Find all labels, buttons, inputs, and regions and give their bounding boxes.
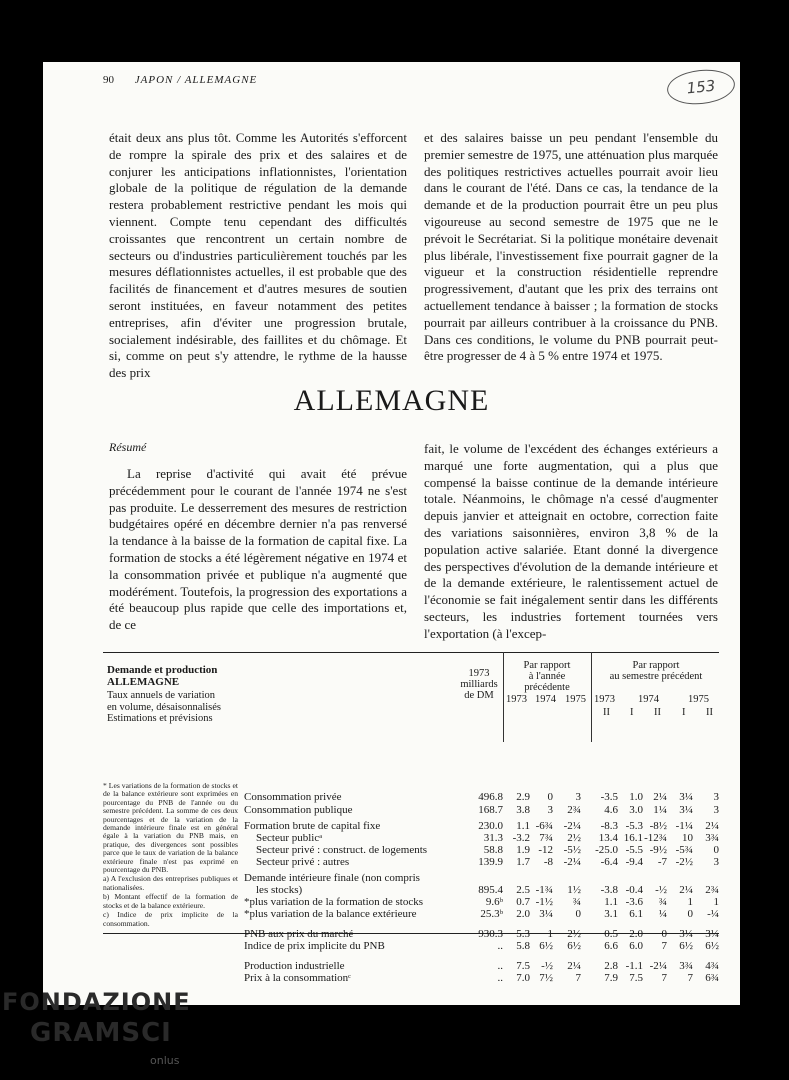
table-cell: 3¾ — [679, 960, 693, 972]
table-row-label: Prix à la consommationᶜ — [244, 972, 351, 984]
table-cell: 7 — [687, 972, 693, 984]
header-line: milliards — [460, 679, 498, 690]
year-col-1975: 1975 — [565, 694, 586, 705]
table-cell: 6½ — [567, 940, 581, 952]
table-cell: 7.0 — [516, 972, 530, 984]
table-cell: 0.5 — [604, 928, 618, 940]
table-cell: -8.3 — [600, 820, 618, 832]
table-cell: 6.1 — [629, 908, 643, 920]
table-cell: 1.9 — [516, 844, 530, 856]
table-cell: 7 — [575, 972, 581, 984]
table-cell: 3.0 — [629, 804, 643, 816]
table-row-label: Secteur privé : construct. de logements — [256, 844, 428, 856]
table-row-label: *plus variation de la formation de stocks — [244, 896, 424, 908]
table-cell: 31.3 — [483, 832, 503, 844]
table-subtitle-line: en volume, désaisonnalisés — [107, 701, 222, 713]
header-line: de DM — [464, 690, 494, 701]
handwritten-archive-number: 153 — [665, 67, 736, 108]
table-cell: 3¼ — [539, 908, 553, 920]
table-cell: 58.8 — [483, 844, 503, 856]
table-cell: 6.0 — [629, 940, 643, 952]
sem-half: I — [682, 707, 686, 718]
table-cell: 7 — [661, 972, 667, 984]
table-row-label: Consommation publique — [244, 804, 353, 816]
table-row-label: Demande intérieure finale (non compris — [244, 872, 420, 884]
table-cell: 7.9 — [604, 972, 618, 984]
table-cell: .. — [497, 960, 503, 972]
table-cell: 9.6ᵇ — [485, 896, 503, 908]
table-cell: 5.3 — [516, 928, 530, 940]
table-cell: 2½ — [567, 928, 581, 940]
table-cell: 139.9 — [478, 856, 503, 868]
table-cell: -8½ — [649, 820, 667, 832]
watermark-line-1: FONDAZIONE — [2, 988, 191, 1016]
header-line: à l'année — [528, 671, 566, 682]
table-cell: -2¼ — [563, 856, 581, 868]
sem-half: II — [706, 707, 713, 718]
table-cell: 2¼ — [567, 960, 581, 972]
table-cell: 6¾ — [705, 972, 719, 984]
table-cell: 895.4 — [478, 884, 503, 896]
table-cell: 3¼ — [679, 791, 693, 803]
table-cell: 6½ — [679, 940, 693, 952]
table-cell: 0 — [661, 928, 667, 940]
table-cell: 7 — [661, 940, 667, 952]
table-cell: 2.8 — [604, 960, 618, 972]
table-cell: -2¼ — [649, 960, 667, 972]
footnote: a) A l'exclusion des entreprises publiques et nationalisées. — [103, 874, 238, 892]
table-cell: 3 — [713, 791, 719, 803]
column-divider — [503, 652, 504, 742]
table-cell: 3 — [575, 791, 581, 803]
table-cell: -9.4 — [625, 856, 643, 868]
table-cell: 0 — [547, 791, 553, 803]
table-cell: 3.8 — [516, 804, 530, 816]
table-cell: -1.1 — [625, 960, 643, 972]
footnote: b) Montant effectif de la formation de stocks et de la balance extérieure. — [103, 892, 238, 910]
table-cell: 1.7 — [516, 856, 530, 868]
fondazione-gramsci-watermark — [2, 988, 191, 1067]
table-cell: 496.8 — [478, 791, 503, 803]
table-cell: -½ — [541, 960, 553, 972]
table-subtitle-line: Taux annuels de variation — [107, 690, 216, 701]
table-row-label: Consommation privée — [244, 791, 342, 803]
table-cell: -3.8 — [600, 884, 618, 896]
table-cell: 13.4 — [598, 832, 618, 844]
table-cell: 3¼ — [705, 928, 719, 940]
table-cell: 1½ — [567, 884, 581, 896]
table-row-label: Indice de prix implicite du PNB — [244, 940, 385, 952]
footnote: * Les variations de la formation de stocks et de la balance extérieure sont exprimées en pourcentage du PNB de l'année ou du semestre précédent. La somme de ces deux pourcentages et de la variation de la demande intérieure finale est en général égale à la variation du PNB mais, en pratique, des divergences sont possibles parce que le taux de variation de la balance extérieure finale n'est pas exprimé en pourcentage du PNB. — [103, 781, 238, 875]
header-line: au semestre précédent — [609, 671, 703, 682]
table-cell: 1.1 — [604, 896, 618, 908]
table-cell: 2.0 — [629, 928, 643, 940]
table-cell: 0 — [687, 908, 693, 920]
table-cell: -5½ — [563, 844, 581, 856]
column-divider — [591, 652, 592, 742]
col-1973-header — [455, 668, 503, 701]
table-cell: -0.4 — [625, 884, 643, 896]
table-cell: 3¾ — [705, 832, 719, 844]
table-cell: .. — [497, 940, 503, 952]
table-cell: 7.5 — [629, 972, 643, 984]
table-cell: 6½ — [705, 940, 719, 952]
table-cell: 25.3ᵇ — [480, 908, 503, 920]
table-cell: 2.5 — [516, 884, 530, 896]
table-row-label: Production industrielle — [244, 960, 345, 972]
year-col-1974: 1974 — [535, 694, 556, 705]
table-cell: -5.5 — [625, 844, 643, 856]
table-cell: -1¾ — [535, 884, 553, 896]
table-cell: 2¼ — [705, 820, 719, 832]
sem-year-1973: 1973 — [594, 694, 615, 705]
table-cell: -3.5 — [600, 791, 618, 803]
document-page — [43, 62, 740, 1005]
table-cell: -12¾ — [644, 832, 667, 844]
table-cell: -3.6 — [625, 896, 643, 908]
table-cell: 1¼ — [653, 804, 667, 816]
table-cell: -8 — [543, 856, 553, 868]
table-row-label: *plus variation de la balance extérieure — [244, 908, 417, 920]
table-row-label: les stocks) — [256, 884, 303, 896]
table-cell: 1 — [547, 928, 553, 940]
table-cell: 3 — [547, 804, 553, 816]
watermark-line-3: onlus — [150, 1054, 180, 1067]
table-cell: -½ — [655, 884, 667, 896]
table-row-label: PNB aux prix du marché — [244, 928, 354, 940]
table-cell: 0 — [713, 844, 719, 856]
table-cell: -3.2 — [512, 832, 530, 844]
table-cell: -5.3 — [625, 820, 643, 832]
resume-heading: Résumé — [109, 440, 147, 454]
table-cell: 930.3 — [478, 928, 503, 940]
table-cell: 4.6 — [604, 804, 618, 816]
year-col-1973: 1973 — [506, 694, 527, 705]
table-cell: 7.5 — [516, 960, 530, 972]
table-cell: 1 — [687, 896, 693, 908]
table-cell: 230.0 — [478, 820, 503, 832]
table-cell: -2¼ — [563, 820, 581, 832]
watermark-line-2: GRAMSCI — [30, 1018, 172, 1048]
table-cell: 2.9 — [516, 791, 530, 803]
table-cell: -9½ — [649, 844, 667, 856]
table-top-rule — [103, 652, 719, 653]
japon-text-column-1: était deux ans plus tôt. Comme les Autorités s'efforcent de rompre la spirale des prix et des salaires et de conjurer les anticipations inflationnistes, l'orientation globale de la politique de régulation de la demande restera probablement restrictive pendant les mois qui viennent. Compte tenu cependant des difficultés croissantes que rencontrent un certain nombre de secteurs ou d'industries particulièrement touchés par les mesures déflationnistes actuelles, il est probable que des facilités de financement et d'autres mesures de soutien seront instituées, en faveur notamment des petites entreprises, afin d'éviter une progression brutale, socialement indésirable, des faillites et du chômage. Et si, comme on peut s'y attendre, le rythme de la hausse des prix — [109, 130, 407, 381]
table-cell: 0.7 — [516, 896, 530, 908]
table-title-line-2: ALLEMAGNE — [107, 676, 180, 688]
table-cell: 2¾ — [705, 884, 719, 896]
table-row-label: Formation brute de capital fixe — [244, 820, 381, 832]
table-cell: 168.7 — [478, 804, 503, 816]
header-line: précédente — [524, 682, 570, 693]
table-cell: -7 — [657, 856, 667, 868]
page-header — [103, 74, 257, 86]
table-cell: 1.0 — [629, 791, 643, 803]
table-cell: 3 — [713, 804, 719, 816]
table-cell: 3¼ — [679, 928, 693, 940]
table-cell: -5¾ — [675, 844, 693, 856]
table-cell: ¼ — [658, 908, 667, 920]
table-cell: 2½ — [567, 832, 581, 844]
table-cell: .. — [497, 972, 503, 984]
table-row-label: Secteur privé : autres — [256, 856, 350, 868]
footnote: c) Indice de prix implicite de la consommation. — [103, 910, 238, 928]
table-cell: -1¼ — [675, 820, 693, 832]
japon-text-column-2: et des salaires baisse un peu pendant l'ensemble du premier semestre de 1975, une atténuation plus marquée des politiques restrictives actuelles pourrait avoir lieu dans le courant de l'été. Dans ce cas, la tendance de la demande et de la production pourrait être un peu plus vigoureuse au second semestre de 1975 que ne le prévoit le Secrétariat. Si la politique monétaire devenait plus libérale, l'investissement fixe pourrait gagner de la vigueur et la construction résidentielle reprendre progressivement, d'autant que les prix des terrains ont actuellement tendance à baisser ; la formation de stocks pourrait par ailleurs contribuer à la croissance du PNB. Dans ces conditions, le volume du PNB pourrait peut-être progresser de 4 à 5 % entre 1974 et 1975. — [424, 130, 718, 364]
sem-half: II — [603, 707, 610, 718]
table-cell: -¼ — [707, 908, 719, 920]
table-cell: 6.6 — [604, 940, 618, 952]
header-line: 1973 — [468, 668, 490, 679]
table-cell: 7½ — [539, 972, 553, 984]
table-cell: ¾ — [658, 896, 667, 908]
table-cell: -2½ — [675, 856, 693, 868]
table-cell: 5.8 — [516, 940, 530, 952]
sem-half: I — [630, 707, 634, 718]
running-title: JAPON / ALLEMAGNE — [134, 74, 258, 86]
sem-year-1975: 1975 — [688, 694, 709, 705]
page-number: 90 — [103, 74, 114, 86]
table-cell: 2¼ — [679, 884, 693, 896]
table-bottom-rule — [103, 933, 719, 934]
table-cell: -25.0 — [595, 844, 618, 856]
table-cell: 16.1 — [623, 832, 643, 844]
table-cell: 10 — [682, 832, 693, 844]
section-title: ALLEMAGNE — [293, 384, 490, 417]
table-title-line-1: Demande et production — [107, 664, 218, 676]
semestre-header — [593, 660, 719, 682]
table-cell: 1.1 — [516, 820, 530, 832]
table-cell: 4¾ — [705, 960, 719, 972]
table-cell: 1 — [713, 896, 719, 908]
table-cell: -1½ — [535, 896, 553, 908]
table-cell: -6.4 — [600, 856, 618, 868]
header-line: Par rapport — [523, 660, 571, 671]
table-cell: 7¾ — [539, 832, 553, 844]
table-cell: -6¾ — [535, 820, 553, 832]
table-subtitle — [107, 690, 221, 725]
table-cell: 6½ — [539, 940, 553, 952]
allemagne-text-column-2: fait, le volume de l'excédent des échanges extérieurs a marqué une forte augmentation, qui a plus que compensé la baisse continue de la demande intérieure totale. Néanmoins, le chômage n'a cessé d'augmenter depuis janvier et atteignait en octobre, correction faite des variations saisonnières, environ 3,8 % de la population active salariée. Etant donné la divergence des perspectives d'évolution de la demande intérieure et de la demande extérieure, le ralentissement actuel de l'économie se fait inégalement sentir dans les différents secteurs, les industries fortement tournées vers l'exportation (à l'excep- — [424, 441, 718, 641]
annee-header — [505, 660, 589, 693]
header-line: Par rapport — [632, 660, 680, 671]
table-cell: 2.0 — [516, 908, 530, 920]
sem-year-1974: 1974 — [638, 694, 659, 705]
table-footnotes — [103, 782, 238, 929]
table-subtitle-line: Estimations et prévisions — [107, 713, 213, 724]
sem-half: II — [654, 707, 661, 718]
allemagne-text-column-1: La reprise d'activité qui avait été prévue précédemment pour le courant de l'année 1974 ne s'est pas produite. Le desserrement des mesures de restriction budgétaires opéré en décembre dernier n'a pas renversé la tendance à la baisse de la formation de capital fixe. La formation de stocks a été légèrement négative en 1974 et la consommation privée et publique n'a augmenté que modérément. Toutefois, la progression des exportations a été beaucoup plus rapide que celle des importations et, de ce — [109, 466, 407, 633]
demand-production-table — [103, 652, 719, 984]
table-cell: 3 — [713, 856, 719, 868]
table-cell: -12 — [538, 844, 553, 856]
table-cell: 2¾ — [567, 804, 581, 816]
table-cell: ¾ — [572, 896, 581, 908]
table-cell: 0 — [575, 908, 581, 920]
table-cell: 3.1 — [604, 908, 618, 920]
table-cell: 2¼ — [653, 791, 667, 803]
table-row-label: Secteur publicᵃ — [256, 832, 323, 844]
table-cell: 3¼ — [679, 804, 693, 816]
table-title — [107, 664, 217, 688]
